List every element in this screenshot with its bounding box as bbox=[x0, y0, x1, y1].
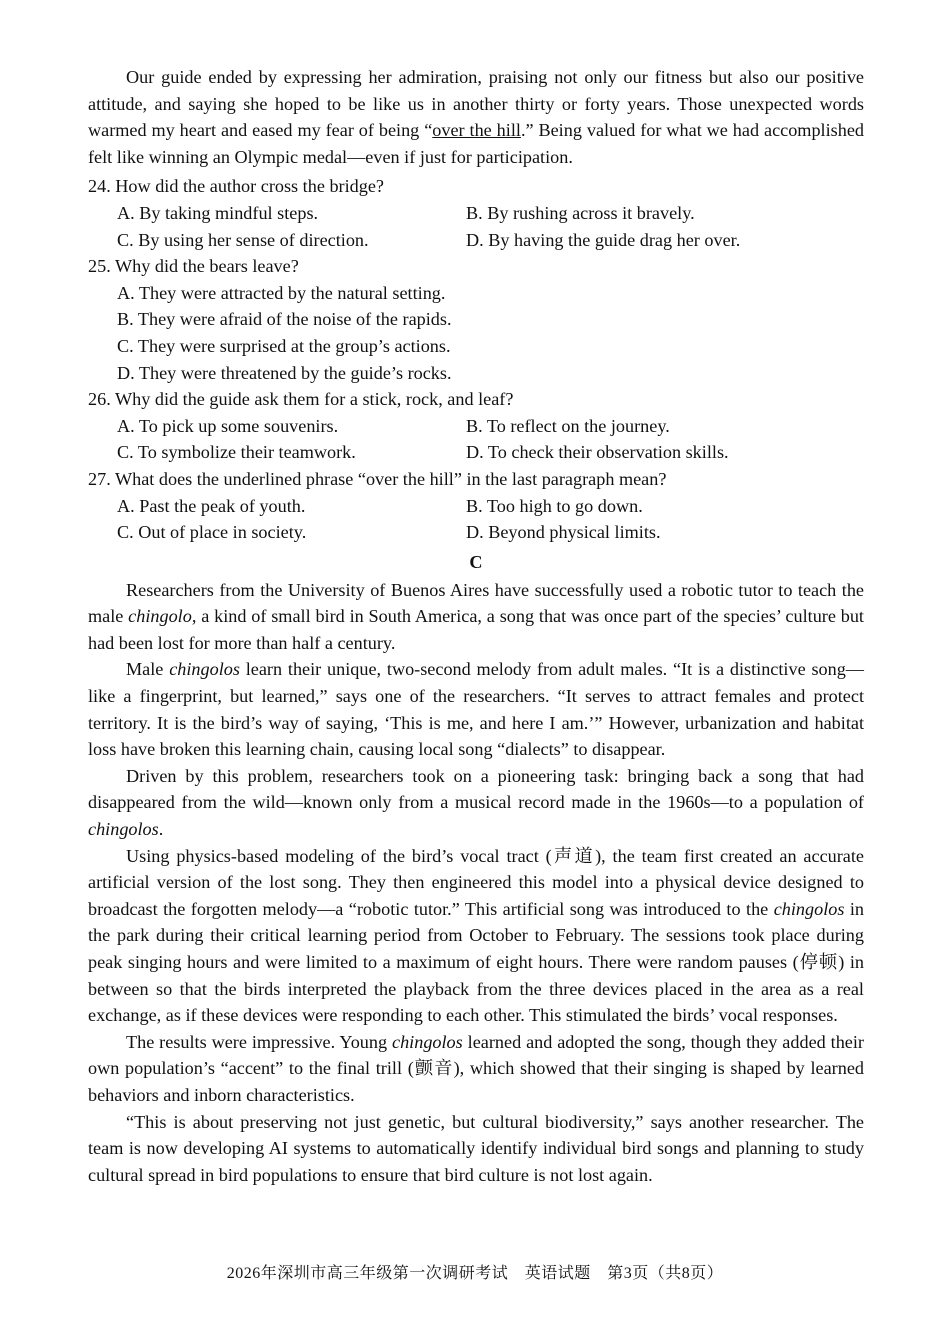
passage-c-paragraph: Researchers from the University of Buenos Aires have successfully used a robotic tutor to teach the male chingolo, a kind of small bird in South America, a song that was once part of the species’ culture but had been lost for more than half a century. bbox=[88, 579, 864, 653]
option-row bbox=[117, 493, 864, 520]
question-number: 26. bbox=[88, 389, 111, 410]
answer-option-a[interactable]: A. By taking mindful steps. bbox=[117, 202, 319, 223]
passage-c-paragraph: The results were impressive. Young chingolos learned and adopted the song, though they added their own population’s “accent” to the final trill (颤音), which showed that their singing is shaped by learned behaviors and inborn characteristics. bbox=[88, 1031, 864, 1105]
question-number: 24. bbox=[88, 176, 111, 197]
option-row bbox=[117, 439, 864, 466]
answer-option-c[interactable]: C. Out of place in society. bbox=[117, 522, 307, 543]
answer-option-a[interactable]: A. To pick up some souvenirs. bbox=[117, 415, 339, 436]
question-24 bbox=[88, 173, 864, 253]
answer-option-d[interactable]: D. They were threatened by the guide’s rocks. bbox=[117, 362, 452, 383]
answer-option-d[interactable]: D. To check their observation skills. bbox=[466, 442, 729, 463]
question-text: Why did the guide ask them for a stick, rock, and leaf? bbox=[114, 389, 514, 410]
question-stem bbox=[88, 253, 864, 280]
passage-c-paragraph: Male chingolos learn their unique, two-second melody from adult males. “It is a distinctive song—like a fingerprint, but learned,” says one of the researchers. “It serves to attract females and protect territory. It is the bird’s way of saying, ‘This is me, and here I am.’” However, urbanization and habitat loss have broken this learning chain, causing local song “dialects” to disappear. bbox=[88, 659, 864, 760]
passage-c-paragraph: Driven by this problem, researchers took on a pioneering task: bringing back a song that had disappeared from the wild—known only from a musical record made in the 1960s—to a population of chingolos. bbox=[88, 765, 864, 840]
question-stem bbox=[88, 466, 864, 493]
question-27 bbox=[88, 466, 864, 546]
options bbox=[88, 200, 864, 253]
passage-c-paragraph: Using physics-based modeling of the bird’s vocal tract (声道), the team first created an accurate artificial version of the lost song. They then engineered this model into a physical device designed to broadcast the forgotten melody—a “robotic tutor.” This artificial song was introduced to the chingolos in the park during their critical learning period from October to February. The sessions took place during peak singing hours and were limited to a maximum of eight hours. There were random pauses (停顿) in between so that the birds interpreted the playback from the three devices placed in the area as a real exchange, as if these devices were responding to each other. This stimulated the birds’ vocal responses. bbox=[88, 845, 865, 1026]
passage-b-final-paragraph: Our guide ended by expressing her admiration, praising not only our fitness but also our positive attitude, and saying she hoped to be like us in another thirty or forty years. Those unexpected words warmed my heart and eased my fear of being “over the hill.” Being valued for what we had accomplished felt like winning an Olympic medal—even if just for participation. bbox=[88, 67, 864, 167]
question-26 bbox=[88, 386, 864, 466]
question-25 bbox=[88, 253, 864, 386]
exam-page bbox=[88, 64, 864, 1188]
option-row bbox=[117, 200, 864, 227]
question-stem bbox=[88, 173, 864, 200]
answer-option-d[interactable]: D. Beyond physical limits. bbox=[466, 522, 661, 543]
question-text: What does the underlined phrase “over the hill” in the last paragraph mean? bbox=[114, 468, 667, 489]
option-row bbox=[117, 227, 864, 254]
answer-option-d[interactable]: D. By having the guide drag her over. bbox=[466, 229, 741, 250]
options bbox=[88, 280, 864, 386]
passage-c-paragraph: “This is about preserving not just genetic, but cultural biodiversity,” says another researcher. The team is now developing AI systems to automatically identify individual bird songs and planning to study cultural spread in bird populations to ensure that bird culture is not lost again. bbox=[88, 1111, 864, 1185]
question-stem bbox=[88, 386, 864, 413]
answer-option-c[interactable]: C. To symbolize their teamwork. bbox=[117, 442, 356, 463]
answer-option-c[interactable]: C. By using her sense of direction. bbox=[117, 229, 369, 250]
question-number: 27. bbox=[88, 468, 111, 489]
question-list bbox=[88, 173, 864, 545]
options bbox=[88, 413, 864, 466]
question-text: Why did the bears leave? bbox=[114, 256, 299, 277]
answer-option-b[interactable]: B. By rushing across it bravely. bbox=[466, 202, 695, 223]
underlined-phrase: over the hill bbox=[432, 120, 521, 141]
answer-option-a[interactable]: A. They were attracted by the natural setting. bbox=[117, 282, 446, 303]
section-heading: C bbox=[469, 551, 483, 572]
question-text: How did the author cross the bridge? bbox=[115, 176, 384, 197]
answer-option-c[interactable]: C. They were surprised at the group’s actions. bbox=[117, 335, 451, 356]
option-row bbox=[117, 413, 864, 440]
answer-option-b[interactable]: B. They were afraid of the noise of the rapids. bbox=[117, 309, 452, 330]
page-footer: 2026年深圳市高三年级第一次调研考试 英语试题 第3页（共8页） bbox=[226, 1265, 724, 1282]
option-row bbox=[117, 519, 864, 546]
options bbox=[88, 493, 864, 546]
answer-option-a[interactable]: A. Past the peak of youth. bbox=[117, 495, 306, 516]
answer-option-b[interactable]: B. To reflect on the journey. bbox=[466, 415, 670, 436]
question-number: 25. bbox=[88, 256, 111, 277]
answer-option-b[interactable]: B. Too high to go down. bbox=[466, 495, 643, 516]
